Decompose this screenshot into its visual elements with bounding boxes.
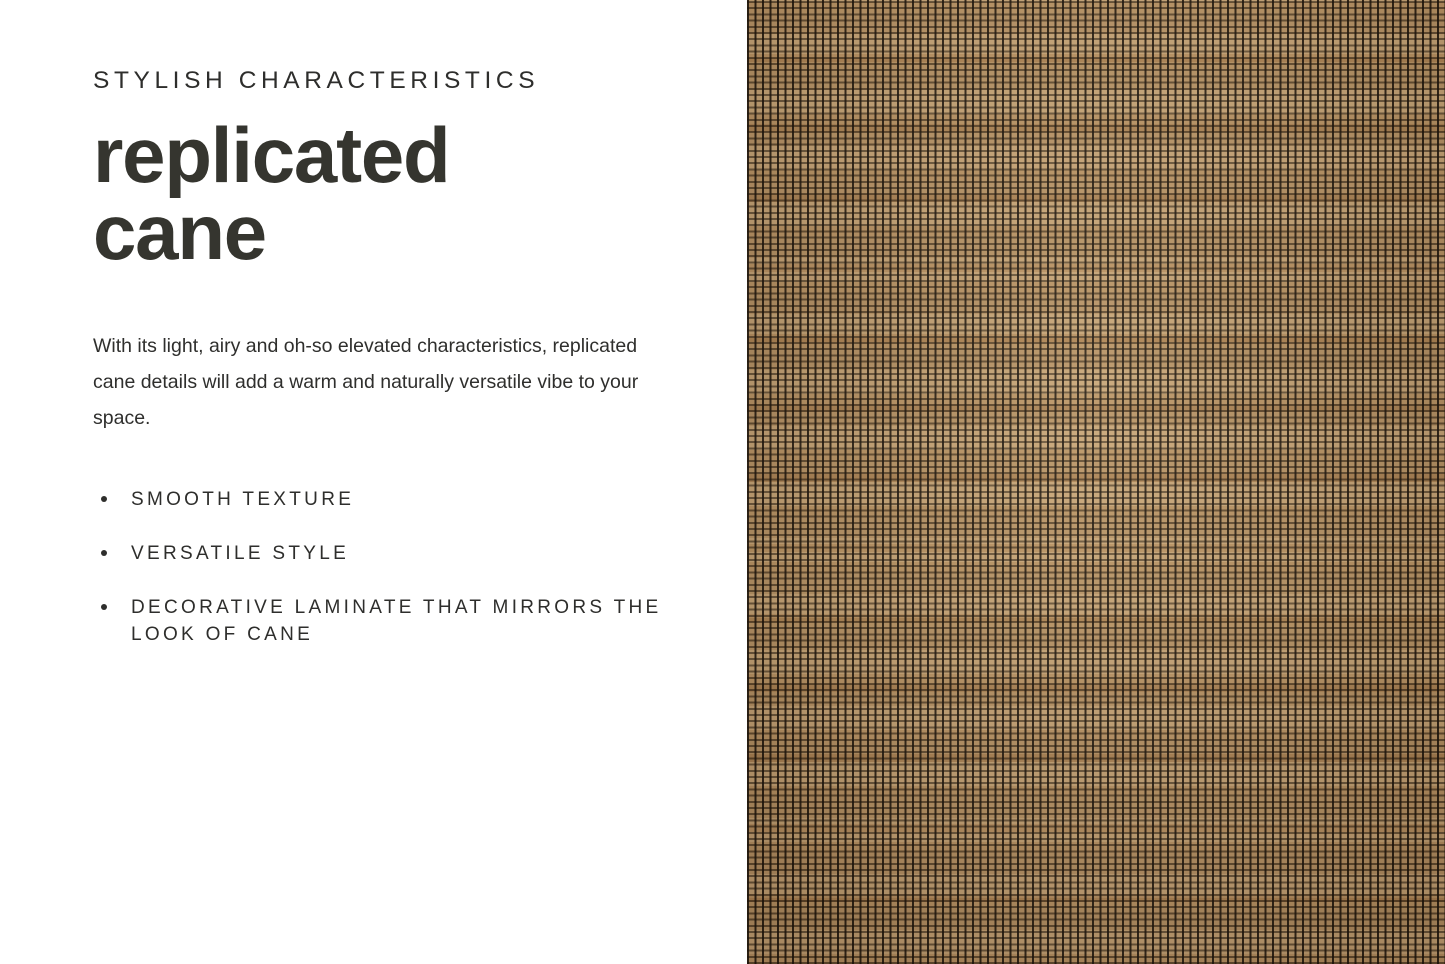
list-item: VERSATILE STYLE	[93, 540, 673, 568]
list-item: DECORATIVE LAMINATE THAT MIRRORS THE LOOK OF CANE	[93, 594, 673, 649]
eyebrow-label: STYLISH CHARACTERISTICS	[93, 67, 540, 94]
text-content-block	[93, 66, 673, 675]
list-item: SMOOTH TEXTURE	[93, 486, 673, 514]
cane-texture-image	[747, 0, 1445, 964]
page-title: replicated cane	[93, 111, 450, 276]
feature-list	[93, 486, 673, 648]
weave-pattern-overlay	[747, 0, 1445, 964]
description-paragraph: With its light, airy and oh-so elevated characteristics, replicated cane details will add a warm and naturally versatile vibe to your space.	[93, 335, 639, 430]
